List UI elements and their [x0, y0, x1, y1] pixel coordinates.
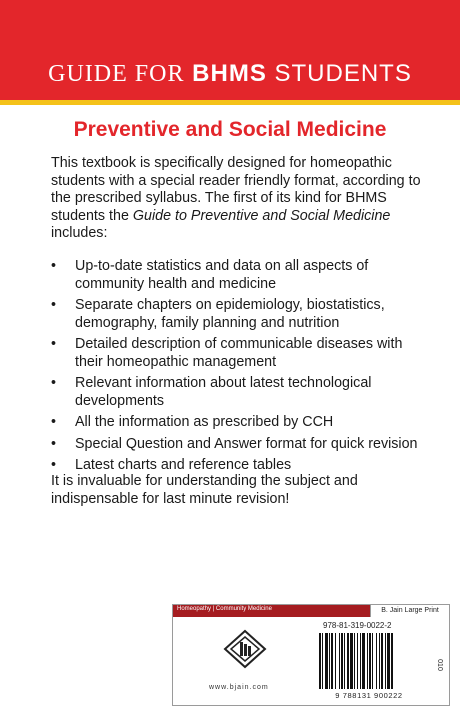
bullet-icon: •	[51, 297, 57, 313]
barcode-bar	[344, 633, 345, 689]
closing-paragraph: It is invaluable for understanding the subject and indispensable for last minute revision!	[51, 473, 358, 507]
list-item	[51, 375, 421, 410]
list-item-text: Separate chapters on epidemiology, biostatistics, demography, family planning and nutrition	[75, 297, 385, 331]
barcode-digits: 9 788131 900222	[335, 691, 403, 700]
barcode-bar	[322, 633, 323, 689]
intro-lead: This textbook is specifically designed for homeopathic students with a special reader friendly format, according to the prescribed syllabus. The first of its kind for BHMS students the	[51, 155, 421, 224]
series-title-students: STUDENTS	[274, 60, 412, 87]
bullet-icon: •	[51, 258, 57, 274]
list-item-text: Detailed description of communicable diseases with their homeopathic management	[75, 336, 403, 370]
intro-book-name: Guide to Preventive and Social Medicine	[132, 207, 391, 224]
barcode-bar	[381, 633, 383, 689]
list-item-text: Relevant information about latest technological developments	[75, 375, 372, 409]
series-title-bhms: BHMS	[192, 60, 267, 87]
header-banner	[0, 0, 460, 100]
isbn-number: 978-81-319-0022-2	[323, 621, 392, 630]
barcode-bar	[372, 633, 373, 689]
barcode-bar	[379, 633, 380, 689]
features-list	[51, 258, 421, 479]
barcode-bar	[335, 633, 336, 689]
bullet-icon: •	[51, 414, 57, 430]
barcode-bar	[339, 633, 340, 689]
barcode-bar	[325, 633, 328, 689]
series-title	[0, 60, 460, 88]
barcode-panel-header	[173, 605, 449, 617]
bullet-icon: •	[51, 435, 57, 452]
bullet-icon: •	[51, 375, 57, 391]
list-item	[51, 414, 421, 432]
barcode-bar	[357, 633, 358, 689]
series-title-guide-for: GUIDE FOR	[48, 61, 185, 87]
barcode-bar	[329, 633, 330, 689]
barcode-bar	[319, 633, 321, 689]
barcode-bar	[391, 633, 393, 689]
book-title: Preventive and Social Medicine	[73, 118, 387, 141]
price-code: 010	[436, 659, 443, 671]
barcode-bar	[354, 633, 355, 689]
barcode-bar	[369, 633, 371, 689]
list-item	[51, 436, 421, 454]
barcode-bar	[347, 633, 349, 689]
barcode-bar	[376, 633, 377, 689]
barcode-bar	[360, 633, 361, 689]
barcode-bar	[341, 633, 343, 689]
list-item-text: Up-to-date statistics and data on all aspects of community health and medicine	[75, 258, 369, 292]
barcode-bar	[362, 633, 365, 689]
barcode-bar	[385, 633, 386, 689]
publisher-website: www.bjain.com	[209, 684, 269, 691]
b-jain-logo-icon	[223, 629, 267, 669]
subject-category: Homeopathy | Community Medicine	[177, 606, 272, 612]
list-item	[51, 258, 421, 293]
barcode-panel	[172, 604, 450, 706]
intro-tail: includes:	[51, 225, 108, 241]
bullet-icon: •	[51, 336, 57, 352]
list-item-text: Latest charts and reference tables	[75, 457, 292, 473]
list-item-text: All the information as prescribed by CCH	[75, 414, 334, 430]
barcode-bar	[367, 633, 368, 689]
bullet-icon: •	[51, 457, 57, 473]
intro-paragraph	[51, 155, 421, 243]
isbn-barcode	[317, 633, 421, 689]
list-item-text: Special Question and Answer format for quick revision	[75, 435, 418, 452]
list-item	[51, 297, 421, 332]
barcode-bar	[331, 633, 333, 689]
barcode-bar	[387, 633, 390, 689]
banner-stripe	[0, 100, 460, 105]
list-item	[51, 457, 421, 475]
list-item	[51, 336, 421, 371]
barcode-bar	[350, 633, 353, 689]
print-edition-label: B. Jain Large Print	[370, 605, 449, 617]
